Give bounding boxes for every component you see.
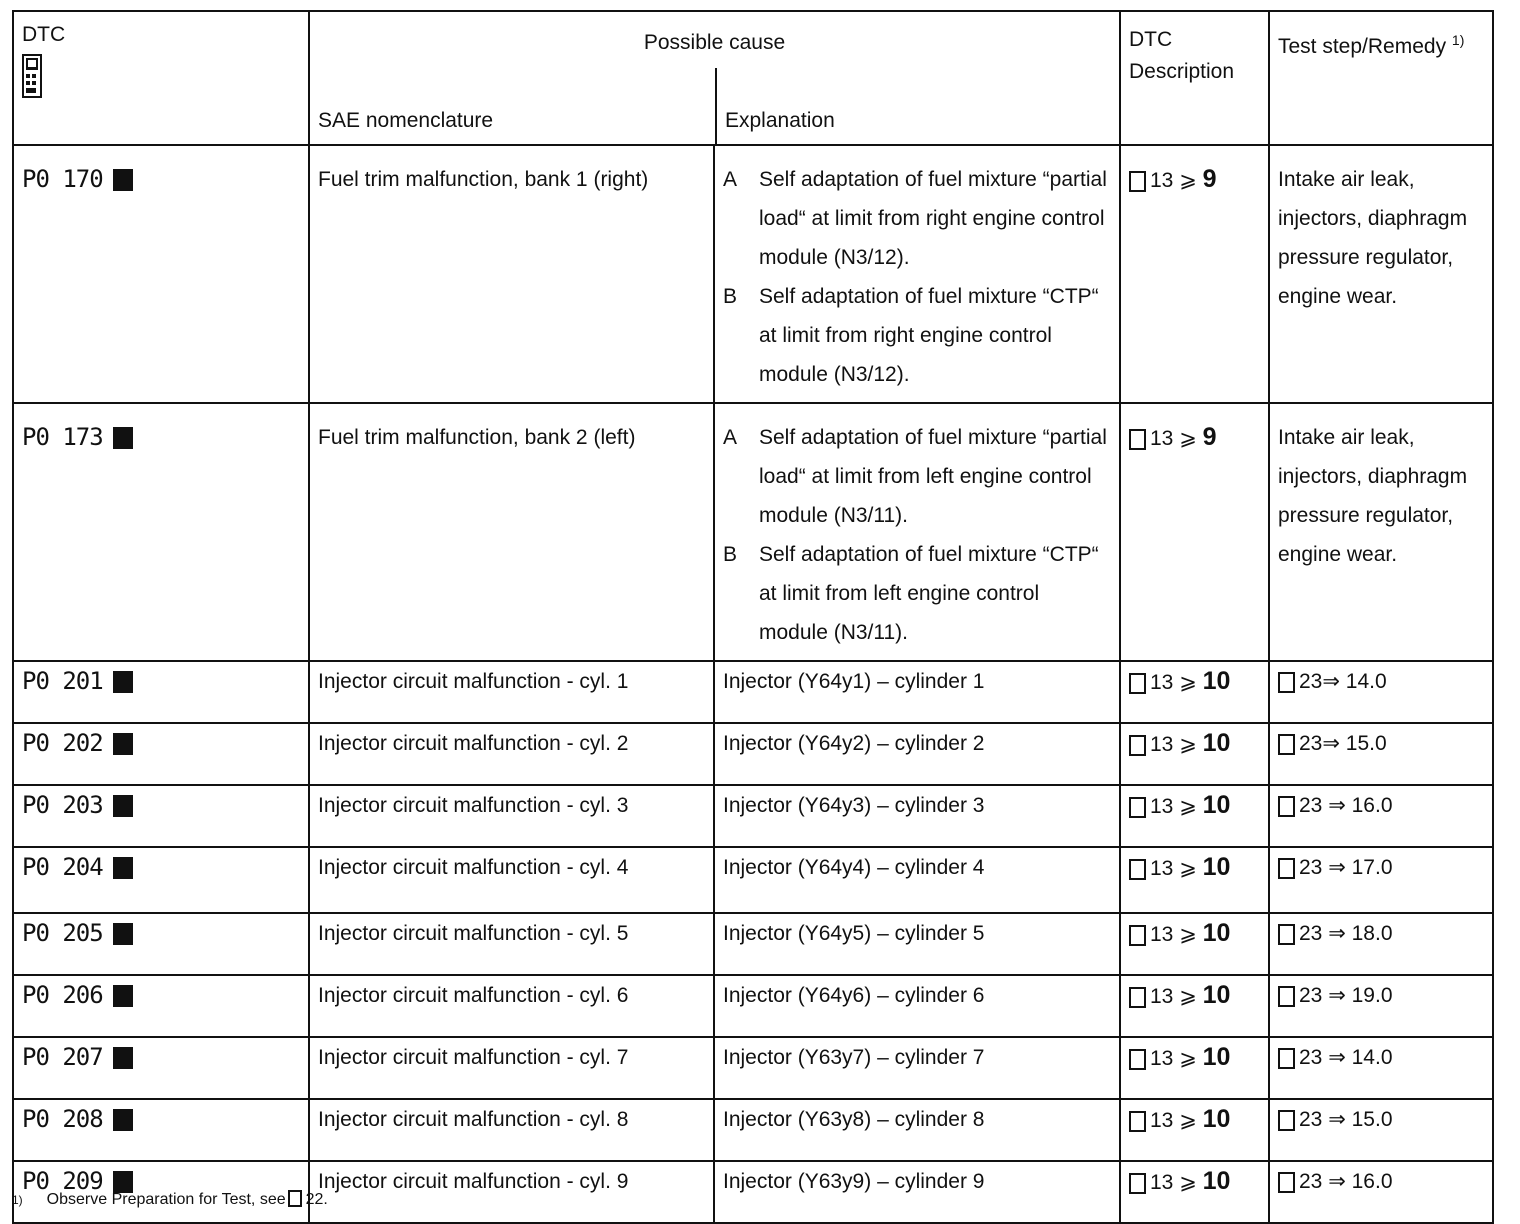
scan-tool-icon (22, 54, 42, 98)
dtc-description-ref[interactable] (1120, 1099, 1269, 1161)
dtc-description-ref[interactable] (1120, 975, 1269, 1037)
desc-ref-number: 10 (1202, 1105, 1231, 1133)
header-dtc-description (1120, 11, 1269, 145)
remedy[interactable] (1269, 847, 1493, 913)
block-marker-icon (113, 857, 133, 879)
sae-nomenclature: Injector circuit malfunction - cyl. 6 (309, 975, 714, 1037)
block-marker-icon (113, 733, 133, 755)
desc-ref-number: 10 (1202, 791, 1231, 819)
explanation-letter: B (723, 543, 738, 566)
explanation-text: Self adaptation of fuel mixture “partial load“ at limit from left engine control module (N3/11). (759, 426, 1107, 527)
dtc-description-ref[interactable] (1120, 785, 1269, 847)
remedy[interactable] (1269, 785, 1493, 847)
header-dtc-label: DTC (22, 23, 66, 46)
table-row (13, 1037, 1493, 1099)
explanation: Injector (Y64y3) – cylinder 3 (714, 785, 1120, 847)
remedy-ref-text: 23 ⇒ 15.0 (1299, 1108, 1393, 1131)
desc-ref-text: 13 ⩾ (1150, 733, 1197, 756)
manual-ref-icon (1278, 672, 1295, 693)
manual-ref-icon (1278, 1048, 1295, 1069)
manual-ref-icon (1129, 925, 1146, 946)
dtc-code-text: P0 206 (22, 981, 103, 1009)
remedy[interactable] (1269, 661, 1493, 723)
block-marker-icon (113, 923, 133, 945)
dtc-code (13, 975, 309, 1037)
manual-ref-icon (1278, 924, 1295, 945)
dtc-description-ref[interactable] (1120, 913, 1269, 975)
remedy[interactable] (1269, 1037, 1493, 1099)
sae-nomenclature: Fuel trim malfunction, bank 2 (left) (309, 403, 714, 661)
explanation-letter: A (723, 168, 738, 191)
desc-ref-number: 9 (1202, 423, 1217, 451)
table-row (13, 847, 1493, 913)
dtc-code-text: P0 173 (22, 423, 103, 451)
manual-ref-icon (1129, 859, 1146, 880)
header-explanation (715, 68, 1119, 144)
dtc-description-ref[interactable] (1120, 145, 1269, 403)
remedy[interactable] (1269, 723, 1493, 785)
explanation: Injector (Y63y7) – cylinder 7 (714, 1037, 1120, 1099)
header-row (13, 11, 1493, 145)
dtc-description-ref[interactable] (1120, 661, 1269, 723)
manual-ref-icon (1129, 735, 1146, 756)
dtc-description-ref[interactable] (1120, 403, 1269, 661)
remedy-ref-text: 23 ⇒ 19.0 (1299, 984, 1393, 1007)
desc-ref-number: 10 (1202, 981, 1231, 1009)
dtc-code-text: P0 204 (22, 853, 103, 881)
sae-nomenclature: Injector circuit malfunction - cyl. 8 (309, 1099, 714, 1161)
desc-ref-text: 13 ⩾ (1150, 1171, 1197, 1194)
block-marker-icon (113, 1109, 133, 1131)
dtc-code (13, 847, 309, 913)
sae-nomenclature: Injector circuit malfunction - cyl. 2 (309, 723, 714, 785)
footnote-mark: 1) (12, 1193, 23, 1207)
remedy-ref-text: 23 ⇒ 16.0 (1299, 794, 1393, 817)
block-marker-icon (113, 985, 133, 1007)
dtc-code-text: P0 209 (22, 1167, 103, 1195)
manual-ref-icon (1129, 797, 1146, 818)
sae-nomenclature: Injector circuit malfunction - cyl. 7 (309, 1037, 714, 1099)
remedy-ref-text: 23 ⇒ 14.0 (1299, 1046, 1393, 1069)
dtc-code (13, 785, 309, 847)
dtc-code (13, 403, 309, 661)
sae-nomenclature: Injector circuit malfunction - cyl. 1 (309, 661, 714, 723)
footnote-text: Observe Preparation for Test, see (46, 1191, 286, 1208)
manual-ref-icon (1129, 1111, 1146, 1132)
sae-nomenclature: Injector circuit malfunction - cyl. 9 (309, 1161, 714, 1223)
table-row (13, 403, 1493, 661)
dtc-code (13, 661, 309, 723)
table-row (13, 785, 1493, 847)
manual-ref-icon (1278, 734, 1295, 755)
manual-ref-icon (1129, 987, 1146, 1008)
remedy: Intake air leak, injectors, diaphragm pressure regulator, engine wear. (1269, 145, 1493, 403)
remedy-ref-text: 23 ⇒ 16.0 (1299, 1170, 1393, 1193)
desc-ref-number: 10 (1202, 1167, 1231, 1195)
explanation-text: Self adaptation of fuel mixture “CTP“ at limit from right engine control module (N3/12). (759, 285, 1099, 386)
table-row (13, 661, 1493, 723)
sae-nomenclature: Injector circuit malfunction - cyl. 5 (309, 913, 714, 975)
desc-ref-text: 13 ⩾ (1150, 169, 1197, 192)
explanation: Injector (Y64y1) – cylinder 1 (714, 661, 1120, 723)
explanation-item (723, 277, 1111, 394)
header-explanation-label: Explanation (725, 109, 835, 132)
desc-ref-number: 10 (1202, 919, 1231, 947)
remedy-ref-text: 23⇒ 15.0 (1299, 732, 1387, 755)
remedy-ref-text: 23 ⇒ 17.0 (1299, 856, 1393, 879)
remedy-ref-text: 23 ⇒ 18.0 (1299, 922, 1393, 945)
desc-ref-text: 13 ⩾ (1150, 795, 1197, 818)
dtc-description-ref[interactable] (1120, 1161, 1269, 1223)
header-test-step (1269, 11, 1493, 145)
desc-ref-number: 10 (1202, 1043, 1231, 1071)
block-marker-icon (113, 427, 133, 449)
sae-nomenclature: Injector circuit malfunction - cyl. 4 (309, 847, 714, 913)
explanation: Injector (Y64y5) – cylinder 5 (714, 913, 1120, 975)
explanation-item (723, 418, 1111, 535)
explanation (714, 403, 1120, 661)
dtc-code-text: P0 170 (22, 165, 103, 193)
dtc-code-text: P0 203 (22, 791, 103, 819)
block-marker-icon (113, 169, 133, 191)
explanation-text: Self adaptation of fuel mixture “partial load“ at limit from right engine control module (N3/12). (759, 168, 1107, 269)
manual-ref-icon (1129, 673, 1146, 694)
remedy[interactable] (1269, 913, 1493, 975)
explanation-item (723, 535, 1111, 652)
sae-nomenclature: Fuel trim malfunction, bank 1 (right) (309, 145, 714, 403)
header-desc-line1: DTC (1129, 28, 1173, 51)
manual-ref-icon (1278, 796, 1295, 817)
header-desc-line2: Description (1129, 60, 1235, 83)
remedy: Intake air leak, injectors, diaphragm pressure regulator, engine wear. (1269, 403, 1493, 661)
explanation-text: Self adaptation of fuel mixture “CTP“ at limit from left engine control module (N3/11). (759, 543, 1099, 644)
dtc-code (13, 723, 309, 785)
block-marker-icon (113, 1047, 133, 1069)
table-row (13, 723, 1493, 785)
dtc-code-text: P0 208 (22, 1105, 103, 1133)
table-row (13, 1099, 1493, 1161)
dtc-code-text: P0 205 (22, 919, 103, 947)
header-test-step-label: Test step/Remedy (1278, 35, 1447, 58)
dtc-description-ref[interactable] (1120, 847, 1269, 913)
dtc-code (13, 913, 309, 975)
desc-ref-number: 9 (1202, 165, 1217, 193)
explanation: Injector (Y64y2) – cylinder 2 (714, 723, 1120, 785)
table-row (13, 913, 1493, 975)
desc-ref-text: 13 ⩾ (1150, 671, 1197, 694)
desc-ref-text: 13 ⩾ (1150, 985, 1197, 1008)
manual-ref-icon (1129, 429, 1146, 450)
footnote (12, 1190, 328, 1210)
desc-ref-text: 13 ⩾ (1150, 857, 1197, 880)
desc-ref-text: 13 ⩾ (1150, 427, 1197, 450)
header-sae (310, 68, 715, 144)
footnote-ref[interactable]: 22. (305, 1191, 328, 1208)
dtc-code (13, 145, 309, 403)
explanation-item (723, 160, 1111, 277)
explanation: Injector (Y64y6) – cylinder 6 (714, 975, 1120, 1037)
explanation-letter: B (723, 285, 738, 308)
dtc-code-text: P0 201 (22, 667, 103, 695)
remedy[interactable] (1269, 1161, 1493, 1223)
table-row (13, 975, 1493, 1037)
remedy[interactable] (1269, 975, 1493, 1037)
manual-ref-icon (1129, 1173, 1146, 1194)
explanation-letter: A (723, 426, 738, 449)
dtc-table (12, 10, 1494, 1224)
desc-ref-text: 13 ⩾ (1150, 1047, 1197, 1070)
header-footnote-mark: 1) (1451, 32, 1465, 48)
header-sae-label: SAE nomenclature (318, 109, 494, 132)
dtc-code-text: P0 202 (22, 729, 103, 757)
remedy[interactable] (1269, 1099, 1493, 1161)
block-marker-icon (113, 671, 133, 693)
manual-ref-icon (288, 1190, 302, 1207)
explanation: Injector (Y63y8) – cylinder 8 (714, 1099, 1120, 1161)
header-dtc (13, 11, 309, 145)
dtc-code-text: P0 207 (22, 1043, 103, 1071)
manual-ref-icon (1129, 1049, 1146, 1070)
desc-ref-text: 13 ⩾ (1150, 923, 1197, 946)
explanation: Injector (Y63y9) – cylinder 9 (714, 1161, 1120, 1223)
desc-ref-number: 10 (1202, 729, 1231, 757)
desc-ref-number: 10 (1202, 667, 1231, 695)
header-possible-cause (309, 11, 1120, 145)
manual-ref-icon (1278, 986, 1295, 1007)
dtc-code (13, 1099, 309, 1161)
remedy-ref-text: 23⇒ 14.0 (1299, 670, 1387, 693)
block-marker-icon (113, 795, 133, 817)
manual-ref-icon (1278, 1110, 1295, 1131)
dtc-description-ref[interactable] (1120, 1037, 1269, 1099)
dtc-description-ref[interactable] (1120, 723, 1269, 785)
dtc-code (13, 1037, 309, 1099)
sae-nomenclature: Injector circuit malfunction - cyl. 3 (309, 785, 714, 847)
desc-ref-text: 13 ⩾ (1150, 1109, 1197, 1132)
header-possible-cause-label: Possible cause (643, 31, 786, 54)
manual-ref-icon (1278, 1172, 1295, 1193)
manual-ref-icon (1129, 171, 1146, 192)
desc-ref-number: 10 (1202, 853, 1231, 881)
table-row (13, 145, 1493, 403)
explanation (714, 145, 1120, 403)
explanation: Injector (Y64y4) – cylinder 4 (714, 847, 1120, 913)
manual-ref-icon (1278, 858, 1295, 879)
